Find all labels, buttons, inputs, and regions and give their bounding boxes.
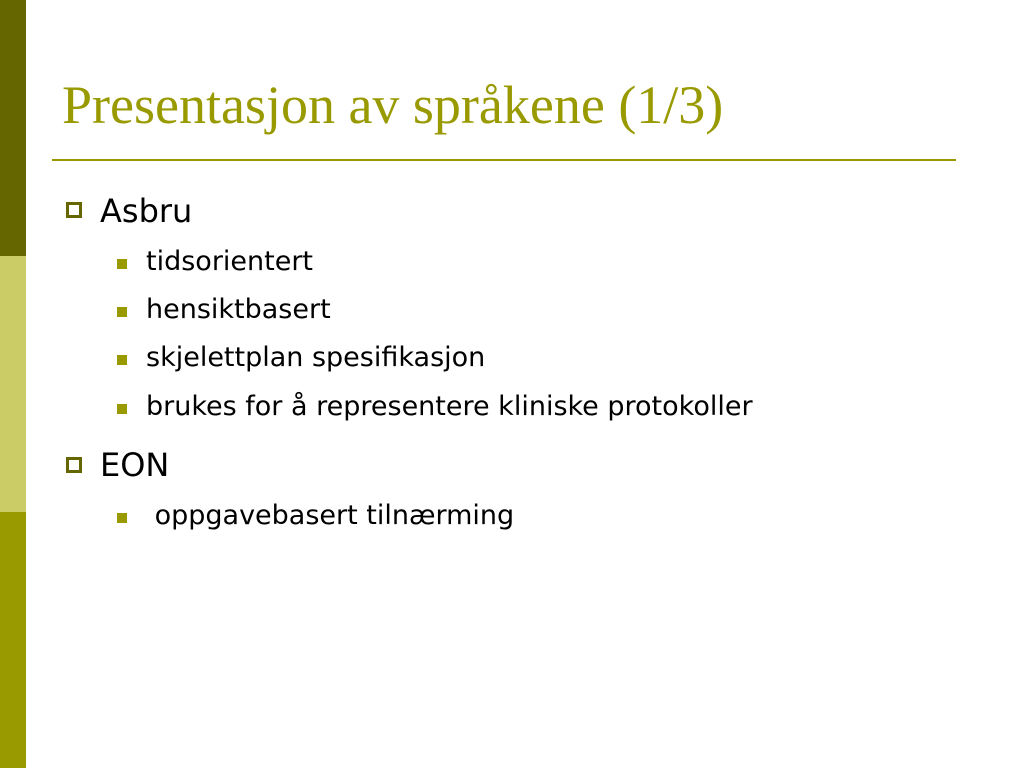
hollow-square-bullet-icon	[66, 457, 82, 473]
left-strip-top	[0, 0, 26, 256]
title-underline	[52, 159, 956, 161]
list-item: tidsorientert	[146, 246, 314, 277]
left-strip-middle	[0, 256, 26, 512]
slide-title: Presentasjon av språkene (1/3)	[62, 75, 724, 135]
list-item: brukes for å representere kliniske protokoller	[146, 391, 753, 422]
list-item: oppgavebasert tilnærming	[146, 500, 515, 531]
list-item: skjelettplan spesifikasjon	[146, 342, 486, 373]
filled-square-bullet-icon	[117, 355, 127, 365]
filled-square-bullet-icon	[117, 404, 127, 414]
list-item: hensiktbasert	[146, 294, 331, 325]
left-strip-bottom	[0, 512, 26, 768]
filled-square-bullet-icon	[117, 259, 127, 269]
filled-square-bullet-icon	[117, 513, 127, 523]
filled-square-bullet-icon	[117, 307, 127, 317]
hollow-square-bullet-icon	[66, 202, 82, 218]
section-heading-asbru: Asbru	[100, 192, 193, 230]
section-heading-eon: EON	[100, 446, 170, 484]
